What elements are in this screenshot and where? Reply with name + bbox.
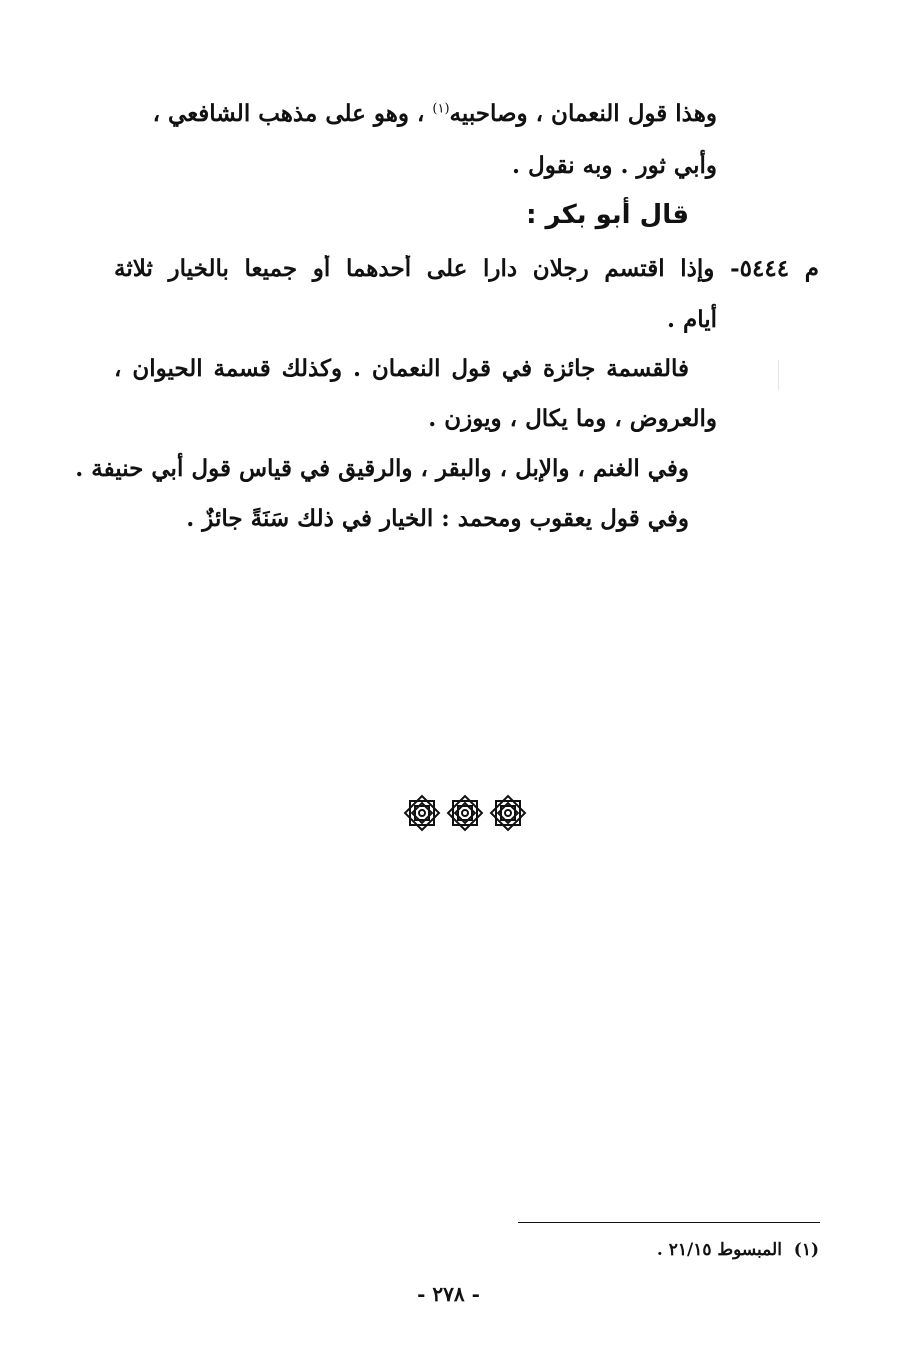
text-line — [153, 100, 717, 128]
text-line: وفي قول يعقوب ومحمد : الخيار في ذلك سَنَةً جائزٌ . — [186, 505, 689, 532]
text-line: وأبي ثور . وبه نقول . — [512, 152, 717, 179]
text-line: فالقسمة جائزة في قول النعمان . وكذلك قسمة الحيوان ، — [114, 355, 689, 382]
text-run: وهذا قول النعمان ، وصاحبيه — [449, 100, 717, 127]
text-line: وفي الغنم ، والإبل ، والبقر ، والرقيق في قياس قول أبي حنيفة . — [75, 455, 689, 482]
footnote — [657, 1240, 819, 1260]
star-ornament-icon — [402, 793, 442, 833]
text-run: ، وهو على مذهب الشافعي ، — [152, 100, 433, 127]
footnote-text: المبسوط ٢١/١٥ . — [656, 1240, 782, 1260]
text-line: أيام . — [666, 306, 717, 333]
footnote-marker: (١) — [793, 1240, 819, 1260]
text-line: والعروض ، وما يكال ، ويوزن . — [428, 405, 717, 432]
page-number: - ٢٧٨ - — [417, 1282, 480, 1306]
footnote-divider — [518, 1222, 820, 1223]
star-ornament-icon — [488, 793, 528, 833]
text-line: م ٥٤٤٤- وإذا اقتسم رجلان دارا على أحدهما أو جميعا بالخيار ثلاثة — [114, 255, 819, 282]
star-ornament-icon — [445, 793, 485, 833]
footnote-reference[interactable]: (١) — [432, 101, 450, 117]
section-ornament — [402, 793, 528, 833]
scan-mark — [778, 360, 779, 390]
section-heading: قال أبو بكر : — [526, 200, 689, 230]
